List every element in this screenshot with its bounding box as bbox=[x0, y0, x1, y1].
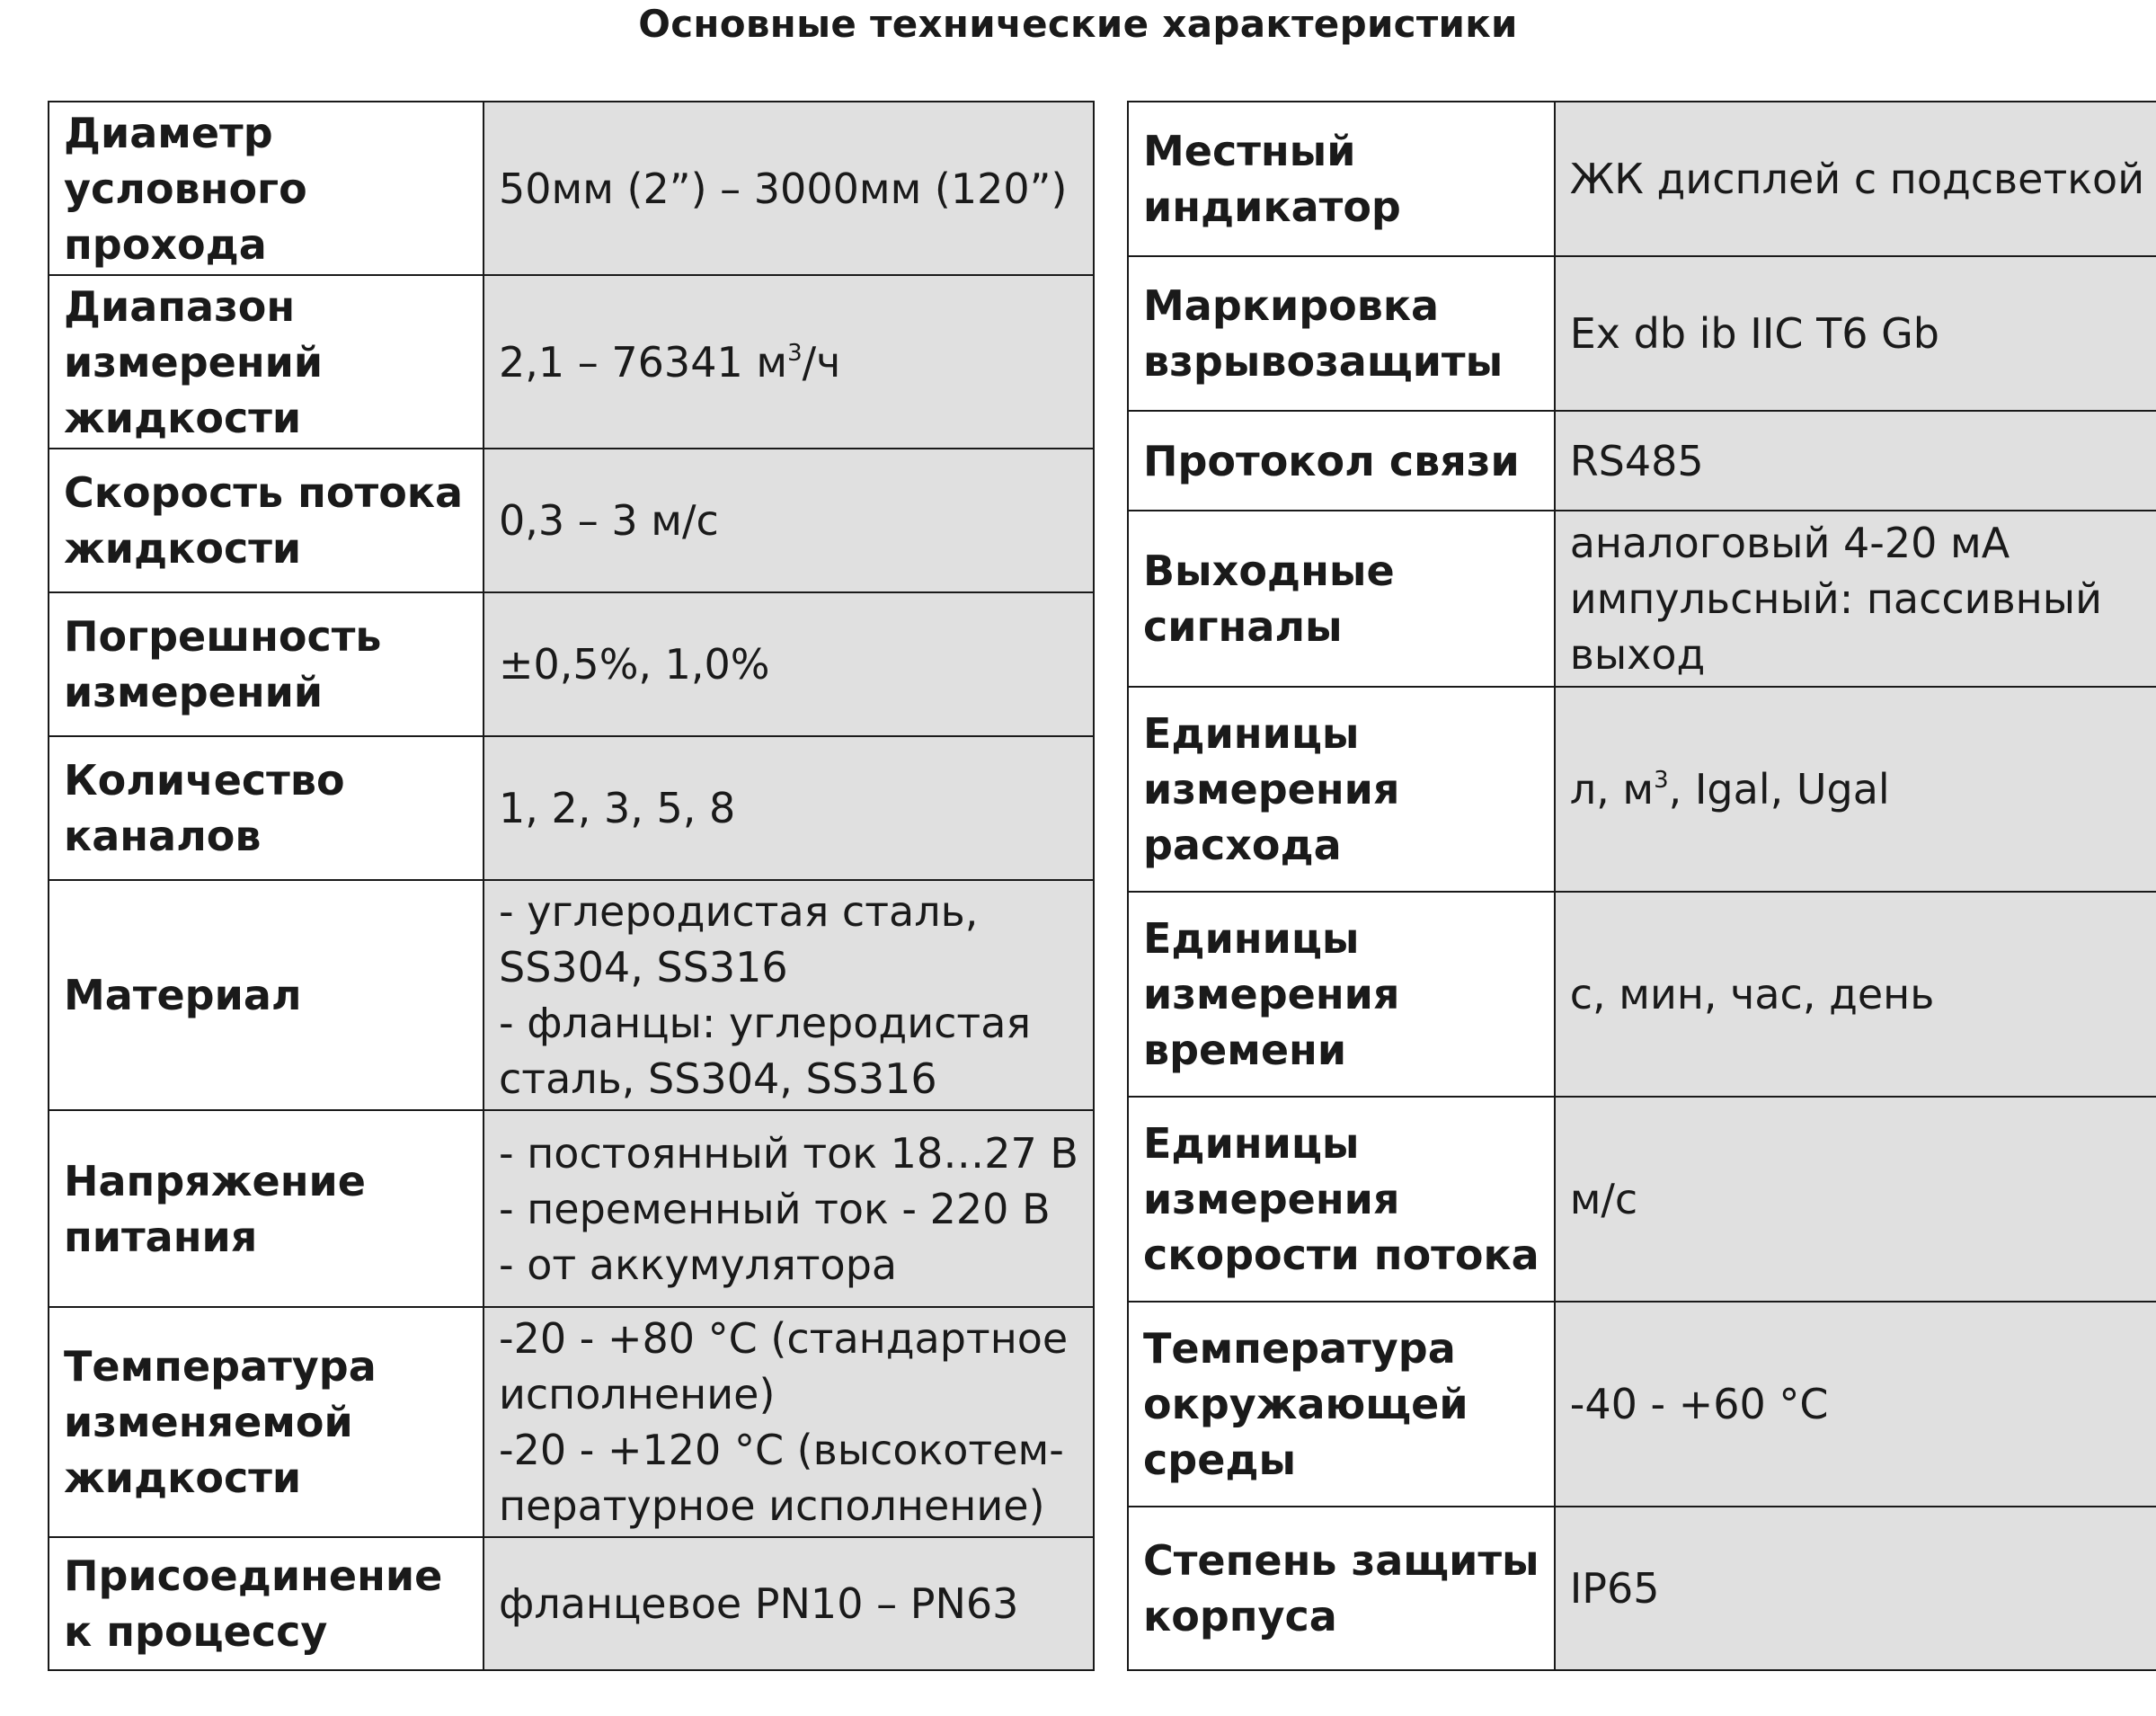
left-spec-table bbox=[48, 101, 1095, 1671]
spec-value-line: с, мин, час, день bbox=[1569, 970, 1935, 1018]
spec-label-line: Выходные bbox=[1143, 547, 1395, 595]
spec-row bbox=[49, 880, 1094, 1110]
spec-label bbox=[1128, 1507, 1555, 1670]
spec-label-line: расхода bbox=[1143, 821, 1342, 869]
spec-value bbox=[1555, 687, 2156, 892]
spec-value-line: 1, 2, 3, 5, 8 bbox=[499, 784, 736, 832]
spec-row bbox=[1128, 411, 2156, 511]
spec-label bbox=[49, 736, 484, 880]
spec-label-line: измерения bbox=[1143, 765, 1400, 814]
spec-label-line: измерения bbox=[1143, 1175, 1400, 1223]
spec-label bbox=[49, 275, 484, 449]
spec-label-line: Напряжение bbox=[64, 1156, 366, 1205]
spec-label bbox=[49, 592, 484, 736]
spec-row bbox=[49, 1307, 1094, 1537]
spec-label bbox=[1128, 892, 1555, 1097]
spec-label-line: жидкости bbox=[64, 524, 302, 573]
spec-value-line: пературное исполнение) bbox=[499, 1481, 1045, 1530]
spec-value bbox=[484, 592, 1094, 736]
spec-label-line: Единицы bbox=[1143, 709, 1360, 758]
spec-label-line: корпуса bbox=[1143, 1592, 1337, 1640]
spec-value-line: сталь, SS304, SS316 bbox=[499, 1054, 937, 1103]
spec-label bbox=[49, 1307, 484, 1537]
spec-value bbox=[484, 736, 1094, 880]
spec-value bbox=[1555, 102, 2156, 256]
spec-value bbox=[1555, 411, 2156, 511]
spec-label-line: взрывозащиты bbox=[1143, 337, 1504, 386]
spec-value-line: RS485 bbox=[1569, 436, 1704, 485]
spec-value-line: аналоговый 4-20 мА bbox=[1569, 519, 2010, 567]
spec-label-line: Диаметр bbox=[64, 108, 273, 157]
spec-label-line: Материал bbox=[64, 971, 302, 1019]
superscript: 3 bbox=[787, 339, 803, 367]
spec-label-line: измерения bbox=[1143, 970, 1400, 1018]
spec-label bbox=[1128, 511, 1555, 687]
spec-label-line: прохода bbox=[64, 219, 267, 269]
spec-label-line: Местный bbox=[1143, 127, 1356, 175]
spec-row bbox=[49, 1110, 1094, 1307]
spec-label bbox=[1128, 1302, 1555, 1507]
spec-value bbox=[1555, 1302, 2156, 1507]
spec-value bbox=[484, 1537, 1094, 1670]
spec-value bbox=[1555, 892, 2156, 1097]
spec-value-line: ЖК дисплей с подсветкой bbox=[1569, 155, 2145, 203]
spec-row bbox=[49, 1537, 1094, 1670]
spec-value bbox=[1555, 256, 2156, 411]
spec-row bbox=[1128, 102, 2156, 256]
spec-label-line: Температура bbox=[1143, 1324, 1456, 1373]
spec-row bbox=[49, 449, 1094, 592]
spec-row bbox=[1128, 687, 2156, 892]
spec-label-line: сигналы bbox=[1143, 602, 1343, 651]
spec-label-line: Количество bbox=[64, 756, 345, 805]
superscript: 3 bbox=[1654, 767, 1669, 794]
spec-value-text: л, м bbox=[1569, 765, 1655, 814]
spec-label-line: жидкости bbox=[64, 393, 302, 442]
spec-label-line: жидкости bbox=[64, 1454, 302, 1502]
spec-value bbox=[1555, 1097, 2156, 1302]
spec-value-line: м/с bbox=[1569, 1175, 1638, 1223]
spec-value-line: фланцевое PN10 – PN63 bbox=[499, 1579, 1019, 1628]
spec-row bbox=[1128, 1302, 2156, 1507]
spec-label bbox=[49, 102, 484, 275]
spec-value-line bbox=[499, 334, 1078, 390]
spec-label-line: Присоединение bbox=[64, 1552, 443, 1600]
spec-value-line: - углеродистая сталь, bbox=[499, 887, 979, 936]
spec-label-line: окружающей bbox=[1143, 1380, 1468, 1428]
spec-value-line: -20 - +80 °C (стандартное bbox=[499, 1314, 1069, 1363]
spec-label-line: среды bbox=[1143, 1436, 1297, 1484]
spec-value-line: - от аккумулятора bbox=[499, 1240, 898, 1289]
spec-value-line: ±0,5%, 1,0% bbox=[499, 640, 770, 689]
spec-value-text: /ч bbox=[802, 337, 841, 387]
spec-label-line: Единицы bbox=[1143, 914, 1360, 963]
spec-row bbox=[1128, 256, 2156, 411]
spec-label-line: измерений bbox=[64, 337, 324, 387]
spec-row bbox=[49, 592, 1094, 736]
spec-label-line: Диапазон bbox=[64, 281, 296, 331]
spec-value-line: -20 - +120 °C (высокотем- bbox=[499, 1426, 1064, 1474]
spec-label bbox=[1128, 411, 1555, 511]
spec-label-line: Температура bbox=[64, 1342, 377, 1391]
spec-label-line: питания bbox=[64, 1212, 258, 1261]
page-title: Основные технические характеристики bbox=[638, 2, 1518, 46]
spec-value-text: 2,1 – 76341 м bbox=[499, 337, 788, 387]
spec-label-line: условного bbox=[64, 164, 307, 213]
spec-value-line: SS304, SS316 bbox=[499, 943, 788, 991]
spec-value-text: , Igal, Ugal bbox=[1668, 765, 1890, 814]
spec-label-line: Погрешность bbox=[64, 612, 382, 661]
spec-value-line: 0,3 – 3 м/с bbox=[499, 496, 719, 545]
spec-value-line: исполнение) bbox=[499, 1370, 776, 1418]
spec-label bbox=[49, 880, 484, 1110]
spec-value bbox=[1555, 511, 2156, 687]
spec-label-line: Единицы bbox=[1143, 1119, 1360, 1168]
right-spec-table bbox=[1127, 101, 2156, 1671]
spec-value-line: -40 - +60 °C bbox=[1569, 1380, 1829, 1428]
spec-value-line: - постоянный ток 18…27 В bbox=[499, 1128, 1078, 1178]
spec-label-line: Степень защиты bbox=[1143, 1536, 1539, 1585]
spec-label-line: Маркировка bbox=[1143, 281, 1440, 330]
spec-value bbox=[484, 275, 1094, 449]
spec-value bbox=[484, 449, 1094, 592]
spec-value-line: - фланцы: углеродистая bbox=[499, 999, 1032, 1047]
spec-label bbox=[49, 449, 484, 592]
spec-label bbox=[49, 1537, 484, 1670]
spec-row bbox=[1128, 511, 2156, 687]
spec-value-line bbox=[1570, 761, 2144, 817]
spec-value bbox=[484, 1307, 1094, 1537]
spec-label-line: к процессу bbox=[64, 1607, 328, 1656]
spec-row bbox=[1128, 1507, 2156, 1670]
spec-label bbox=[1128, 256, 1555, 411]
spec-value bbox=[484, 102, 1094, 275]
spec-label-line: каналов bbox=[64, 812, 262, 860]
spec-label-line: измерений bbox=[64, 668, 324, 716]
spec-value-line: - переменный ток - 220 В bbox=[499, 1184, 1051, 1233]
spec-value-line: импульсный: пассивный bbox=[1569, 574, 2102, 623]
spec-value bbox=[1555, 1507, 2156, 1670]
spec-row bbox=[49, 102, 1094, 275]
spec-label-line: индикатор bbox=[1143, 182, 1401, 231]
spec-value-line: Ex db ib IIC T6 Gb bbox=[1569, 309, 1939, 358]
spec-label-line: скорости потока bbox=[1143, 1231, 1539, 1279]
spec-row bbox=[49, 736, 1094, 880]
spec-value-line: IP65 bbox=[1569, 1564, 1660, 1613]
spec-row bbox=[1128, 892, 2156, 1097]
spec-label-line: изменяемой bbox=[64, 1398, 353, 1446]
spec-label-line: Протокол связи bbox=[1143, 436, 1520, 485]
spec-value bbox=[484, 880, 1094, 1110]
spec-label-line: Скорость потока bbox=[64, 468, 464, 517]
spec-label bbox=[1128, 687, 1555, 892]
spec-row bbox=[49, 275, 1094, 449]
spec-value-line: 50мм (2”) – 3000мм (120”) bbox=[499, 164, 1068, 213]
spec-label-line: времени bbox=[1143, 1026, 1347, 1074]
spec-label bbox=[1128, 102, 1555, 256]
spec-value-line: выход bbox=[1569, 630, 1706, 679]
spec-label bbox=[49, 1110, 484, 1307]
spec-row bbox=[1128, 1097, 2156, 1302]
spec-value bbox=[484, 1110, 1094, 1307]
spec-label bbox=[1128, 1097, 1555, 1302]
